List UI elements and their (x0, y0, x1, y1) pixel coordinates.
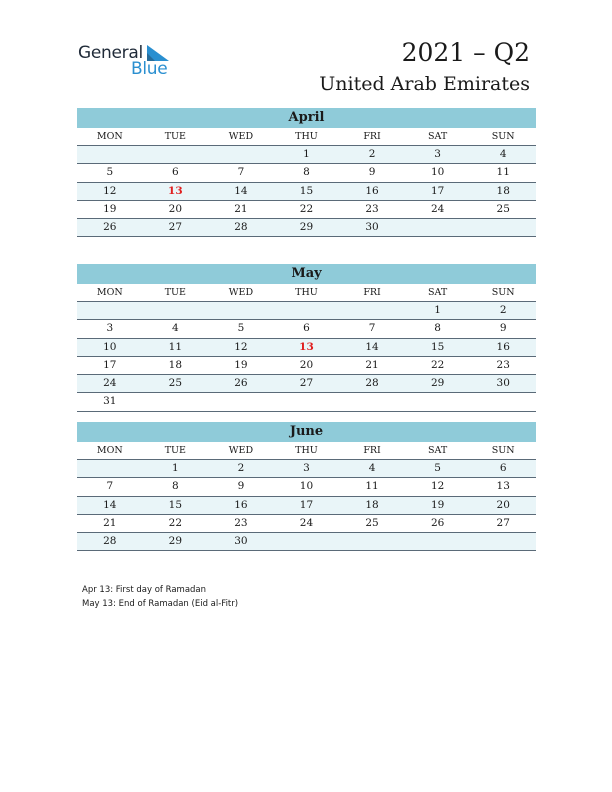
empty-day-cell (143, 302, 209, 319)
day-cell: 3 (434, 148, 441, 160)
day-cell: 22 (168, 516, 183, 529)
week-row (77, 459, 536, 477)
day-cell: 20 (496, 498, 510, 511)
month-weeks (77, 301, 536, 412)
week-row (77, 356, 536, 374)
day-cell: 9 (368, 166, 376, 179)
holiday-day-cell: 13 (168, 184, 183, 197)
empty-day-cell (339, 393, 405, 410)
day-cell: 19 (430, 498, 445, 511)
day-cell: 8 (303, 166, 310, 179)
day-cell: 12 (103, 184, 117, 197)
day-cell: 12 (234, 340, 248, 353)
empty-day-cell (208, 302, 274, 319)
day-cell: 17 (103, 358, 117, 371)
day-cell: 28 (103, 535, 117, 548)
day-cell: 11 (496, 166, 510, 179)
day-cell: 11 (365, 480, 379, 493)
day-cell: 4 (499, 148, 507, 160)
day-cell: 26 (103, 221, 117, 234)
empty-day-cell (405, 533, 471, 550)
day-cell: 26 (234, 377, 248, 390)
week-row (77, 374, 536, 392)
day-cell: 25 (365, 516, 379, 529)
day-cell: 7 (106, 480, 114, 493)
day-cell: 4 (368, 462, 376, 474)
day-cell: 3 (106, 322, 114, 335)
holiday-note: Apr 13: First day of Ramadan (82, 585, 207, 595)
empty-day-cell (143, 393, 209, 410)
day-cell: 7 (237, 166, 245, 179)
day-cell: 10 (299, 480, 314, 493)
day-cell: 31 (103, 395, 117, 408)
day-cell: 29 (430, 377, 445, 390)
day-cell: 18 (496, 184, 510, 197)
empty-day-cell (470, 533, 536, 550)
day-cell: 12 (430, 480, 445, 493)
day-cell: 2 (499, 304, 507, 316)
week-row (77, 496, 536, 514)
week-row (77, 338, 536, 356)
day-cell: 19 (103, 202, 117, 215)
weekday-label: THU (295, 287, 318, 298)
day-cell: 21 (103, 516, 117, 529)
empty-day-cell (77, 302, 143, 319)
day-cell: 21 (365, 358, 379, 371)
day-cell: 15 (168, 498, 183, 511)
weekday-label: FRI (363, 131, 381, 142)
logo-text-general: General (78, 43, 143, 63)
page-title: 2021 – Q2 (401, 38, 530, 67)
day-cell: 18 (365, 498, 379, 511)
day-cell: 17 (430, 184, 445, 197)
day-cell: 24 (103, 377, 117, 390)
day-cell: 29 (168, 535, 183, 548)
day-cell: 22 (430, 358, 445, 371)
day-cell: 24 (299, 516, 314, 529)
day-cell: 5 (106, 166, 114, 179)
weekday-label: MON (96, 287, 123, 298)
holiday-day-cell: 13 (299, 340, 314, 353)
holiday-notes (82, 583, 238, 611)
day-cell: 5 (434, 462, 441, 474)
month-block-may (77, 264, 536, 412)
day-cell: 27 (299, 377, 314, 390)
day-cell: 3 (303, 462, 310, 474)
day-cell: 26 (430, 516, 445, 529)
empty-day-cell (339, 533, 405, 550)
month-title: June (77, 422, 536, 442)
weekday-label: TUE (164, 131, 186, 142)
week-row (77, 514, 536, 532)
day-cell: 2 (237, 462, 245, 474)
weekday-header-row (77, 128, 536, 145)
day-cell: 14 (103, 498, 117, 511)
weekday-header-row (77, 284, 536, 301)
empty-day-cell (208, 146, 274, 163)
weekday-label: WED (228, 445, 254, 456)
empty-day-cell (143, 146, 209, 163)
day-cell: 19 (234, 358, 248, 371)
day-cell: 28 (365, 377, 379, 390)
weekday-label: TUE (164, 445, 186, 456)
day-cell: 8 (172, 480, 179, 493)
day-cell: 30 (496, 377, 510, 390)
day-cell: 6 (303, 322, 310, 335)
empty-day-cell (339, 302, 405, 319)
weekday-label: FRI (363, 445, 381, 456)
weekday-label: FRI (363, 287, 381, 298)
day-cell: 24 (430, 202, 445, 215)
empty-day-cell (405, 219, 471, 236)
day-cell: 4 (172, 322, 179, 335)
week-row (77, 200, 536, 218)
week-row (77, 218, 536, 237)
week-row (77, 319, 536, 337)
weekday-label: MON (96, 445, 123, 456)
day-cell: 14 (365, 340, 379, 353)
day-cell: 23 (234, 516, 248, 529)
generalblue-logo (78, 40, 188, 80)
day-cell: 5 (237, 322, 245, 335)
day-cell: 10 (103, 340, 117, 353)
month-block-april (77, 108, 536, 237)
weekday-label: WED (228, 287, 254, 298)
day-cell: 25 (496, 202, 510, 215)
day-cell: 15 (299, 184, 314, 197)
day-cell: 1 (172, 462, 179, 474)
day-cell: 27 (168, 221, 183, 234)
empty-day-cell (470, 393, 536, 410)
empty-day-cell (77, 460, 143, 477)
week-row (77, 145, 536, 163)
week-row (77, 182, 536, 200)
weekday-label: SAT (428, 131, 448, 142)
day-cell: 23 (365, 202, 379, 215)
month-title: April (77, 108, 536, 128)
month-weeks (77, 145, 536, 237)
empty-day-cell (274, 533, 340, 550)
day-cell: 18 (168, 358, 183, 371)
day-cell: 6 (172, 166, 179, 179)
empty-day-cell (274, 302, 340, 319)
day-cell: 11 (168, 340, 183, 353)
day-cell: 16 (496, 340, 510, 353)
month-title: May (77, 264, 536, 284)
day-cell: 14 (234, 184, 248, 197)
day-cell: 23 (496, 358, 510, 371)
day-cell: 30 (365, 221, 379, 234)
weekday-label: THU (295, 131, 318, 142)
day-cell: 17 (299, 498, 314, 511)
day-cell: 15 (430, 340, 445, 353)
weekday-label: TUE (164, 287, 186, 298)
day-cell: 1 (434, 304, 441, 316)
week-row (77, 163, 536, 181)
empty-day-cell (405, 393, 471, 410)
day-cell: 16 (365, 184, 379, 197)
weekday-label: SAT (428, 287, 448, 298)
weekday-label: THU (295, 445, 318, 456)
month-weeks (77, 459, 536, 551)
day-cell: 30 (234, 535, 248, 548)
weekday-label: SAT (428, 445, 448, 456)
day-cell: 25 (168, 377, 183, 390)
weekday-label: MON (96, 131, 123, 142)
day-cell: 9 (237, 480, 245, 493)
day-cell: 8 (434, 322, 441, 335)
day-cell: 22 (299, 202, 314, 215)
week-row (77, 392, 536, 411)
logo-text-blue: Blue (131, 59, 168, 79)
weekday-label: SUN (491, 445, 515, 456)
day-cell: 20 (299, 358, 314, 371)
empty-day-cell (274, 393, 340, 410)
weekday-label: WED (228, 131, 254, 142)
day-cell: 29 (299, 221, 314, 234)
day-cell: 9 (499, 322, 507, 335)
weekday-label: SUN (491, 131, 515, 142)
country-name: United Arab Emirates (319, 73, 530, 95)
day-cell: 20 (168, 202, 183, 215)
day-cell: 6 (499, 462, 507, 474)
weekday-header-row (77, 442, 536, 459)
day-cell: 13 (496, 480, 510, 493)
holiday-note: May 13: End of Ramadan (Eid al-Fitr) (82, 599, 239, 609)
day-cell: 21 (234, 202, 248, 215)
day-cell: 27 (496, 516, 510, 529)
empty-day-cell (208, 393, 274, 410)
empty-day-cell (77, 146, 143, 163)
week-row (77, 532, 536, 551)
empty-day-cell (470, 219, 536, 236)
day-cell: 16 (234, 498, 248, 511)
month-block-june (77, 422, 536, 551)
day-cell: 7 (368, 322, 376, 335)
week-row (77, 301, 536, 319)
day-cell: 10 (430, 166, 445, 179)
week-row (77, 477, 536, 495)
day-cell: 2 (368, 148, 376, 160)
weekday-label: SUN (491, 287, 515, 298)
day-cell: 28 (234, 221, 248, 234)
day-cell: 1 (303, 148, 310, 160)
